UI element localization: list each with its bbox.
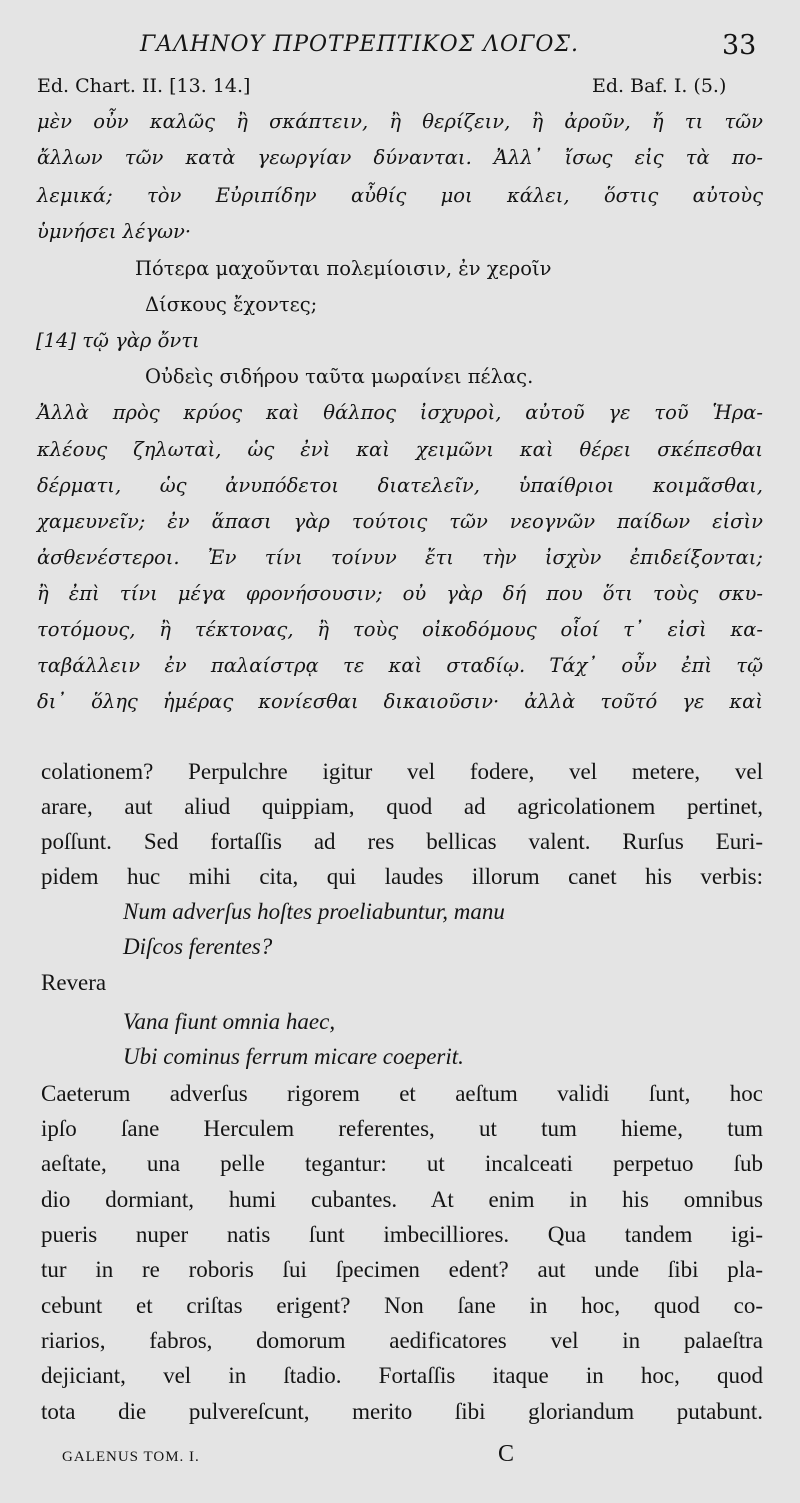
latin-verse-line: Vana fiunt omnia haec, bbox=[123, 1009, 336, 1034]
latin-line: riarios, fabros, domorum aedificatores vel in palaeſtra bbox=[41, 1328, 763, 1353]
greek-line: δι᾽ ὅλης ἡμέρας κονίεσθαι δικαιοῦσιν· ἀλλὰ τοῦτό γε καὶ bbox=[37, 690, 763, 713]
greek-line: Ἀλλὰ πρὸς κρύος καὶ θάλπος ἰσχυροὶ, αὐτοῦ γε τοῦ Ἡρα- bbox=[37, 401, 763, 424]
edition-reference-left: Ed. Chart. II. [13. 14.] bbox=[37, 75, 251, 97]
latin-line: arare, aut aliud quippiam, quod ad agricolationem pertinet, bbox=[41, 794, 763, 819]
latin-line: pueris nuper natis ſunt imbecilliores. Qua tandem igi- bbox=[41, 1222, 763, 1247]
greek-line: τοτόμους, ἢ τέκτονας, ἢ τοὺς οἰκοδόμους οἷοί τ᾽ εἰσὶ κα- bbox=[37, 618, 763, 641]
greek-verse-line: Οὐδεὶς σιδήρου ταῦτα μωραίνει πέλας. bbox=[145, 365, 534, 388]
latin-line: tota die pulvereſcunt, merito ſibi gloriandum putabunt. bbox=[41, 1399, 763, 1424]
signature-mark: C bbox=[498, 1441, 515, 1467]
latin-line: Revera bbox=[41, 970, 107, 995]
greek-line: δέρματι, ὡς ἀνυπόδετοι διατελεῖν, ὑπαίθριοι κοιμᾶσθαι, bbox=[37, 474, 763, 497]
greek-line: χαμευνεῖν; ἐν ἅπασι γὰρ τούτοις τῶν νεογνῶν παίδων εἰσὶν bbox=[37, 510, 763, 533]
edition-reference-right: Ed. Baf. I. (5.) bbox=[592, 75, 727, 97]
latin-line: dejiciant, vel in ſtadio. Fortaſſis itaque in hoc, quod bbox=[41, 1363, 763, 1388]
latin-line: cebunt et criſtas erigent? Non ſane in hoc, quod co- bbox=[41, 1293, 763, 1318]
latin-verse-line: Diſcos ferentes? bbox=[123, 934, 273, 959]
greek-line: ὑμνήσει λέγων· bbox=[37, 220, 192, 243]
greek-verse-line: Δίσκους ἔχοντες; bbox=[145, 293, 318, 316]
latin-line: ipſo ſane Herculem referentes, ut tum hieme, tum bbox=[41, 1116, 763, 1141]
latin-verse-line: Ubi cominus ferrum micare coeperit. bbox=[123, 1044, 464, 1069]
latin-line: poſſunt. Sed fortaſſis ad res bellicas valent. Rurſus Euri- bbox=[41, 829, 763, 854]
volume-footer: GALENUS TOM. I. bbox=[62, 1449, 200, 1465]
latin-line: Caeterum adverſus rigorem et aeſtum validi ſunt, hoc bbox=[41, 1081, 763, 1106]
latin-line: pidem huc mihi cita, qui laudes illorum canet his verbis: bbox=[41, 864, 763, 889]
latin-line: aeſtate, una pelle tegantur: ut incalceati perpetuo ſub bbox=[41, 1151, 763, 1176]
greek-line: ταβάλλειν ἐν παλαίστρᾳ τε καὶ σταδίῳ. Τάχ᾽ οὖν ἐπὶ τῷ bbox=[37, 654, 763, 677]
greek-line: ἢ ἐπὶ τίνι μέγα φρονήσουσιν; οὐ γὰρ δή που ὅτι τοὺς σκυ- bbox=[37, 582, 763, 605]
running-title: ΓΑΛΗΝΟΥ ΠΡΟΤΡΕΠΤΙΚΟΣ ΛΟΓΟΣ. bbox=[140, 32, 579, 57]
greek-verse-line: Πότερα μαχοῦνται πολεμίοισιν, ἐν χεροῖν bbox=[135, 257, 552, 280]
greek-line: κλέους ζηλωταὶ, ὡς ἐνὶ καὶ χειμῶνι καὶ θέρει σκέπεσθαι bbox=[37, 438, 763, 461]
page-number: 33 bbox=[722, 30, 757, 61]
latin-line: dio dormiant, humi cubantes. At enim in his omnibus bbox=[41, 1187, 763, 1212]
greek-line: λεμικά; τὸν Εὐριπίδην αὖθίς μοι κάλει, ὅστις αὐτοὺς bbox=[37, 184, 763, 207]
greek-line: ἄλλων τῶν κατὰ γεωργίαν δύνανται. Ἀλλ᾽ ἴσως εἰς τὰ πο- bbox=[37, 146, 763, 169]
latin-verse-line: Num adverſus hoſtes proeliabuntur, manu bbox=[123, 899, 505, 924]
latin-line: colationem? Perpulchre igitur vel fodere, vel metere, vel bbox=[41, 759, 763, 784]
greek-line: μὲν οὖν καλῶς ἢ σκάπτειν, ἢ θερίζειν, ἢ ἀροῦν, ἤ τι τῶν bbox=[37, 110, 763, 133]
greek-line: [14] τῷ γὰρ ὄντι bbox=[36, 329, 200, 352]
latin-line: tur in re roboris ſui ſpecimen edent? aut unde ſibi pla- bbox=[41, 1257, 763, 1282]
greek-line: ἀσθενέστεροι. Ἐν τίνι τοίνυν ἔτι τὴν ἰσχὺν ἐπιδείξονται; bbox=[37, 546, 763, 569]
